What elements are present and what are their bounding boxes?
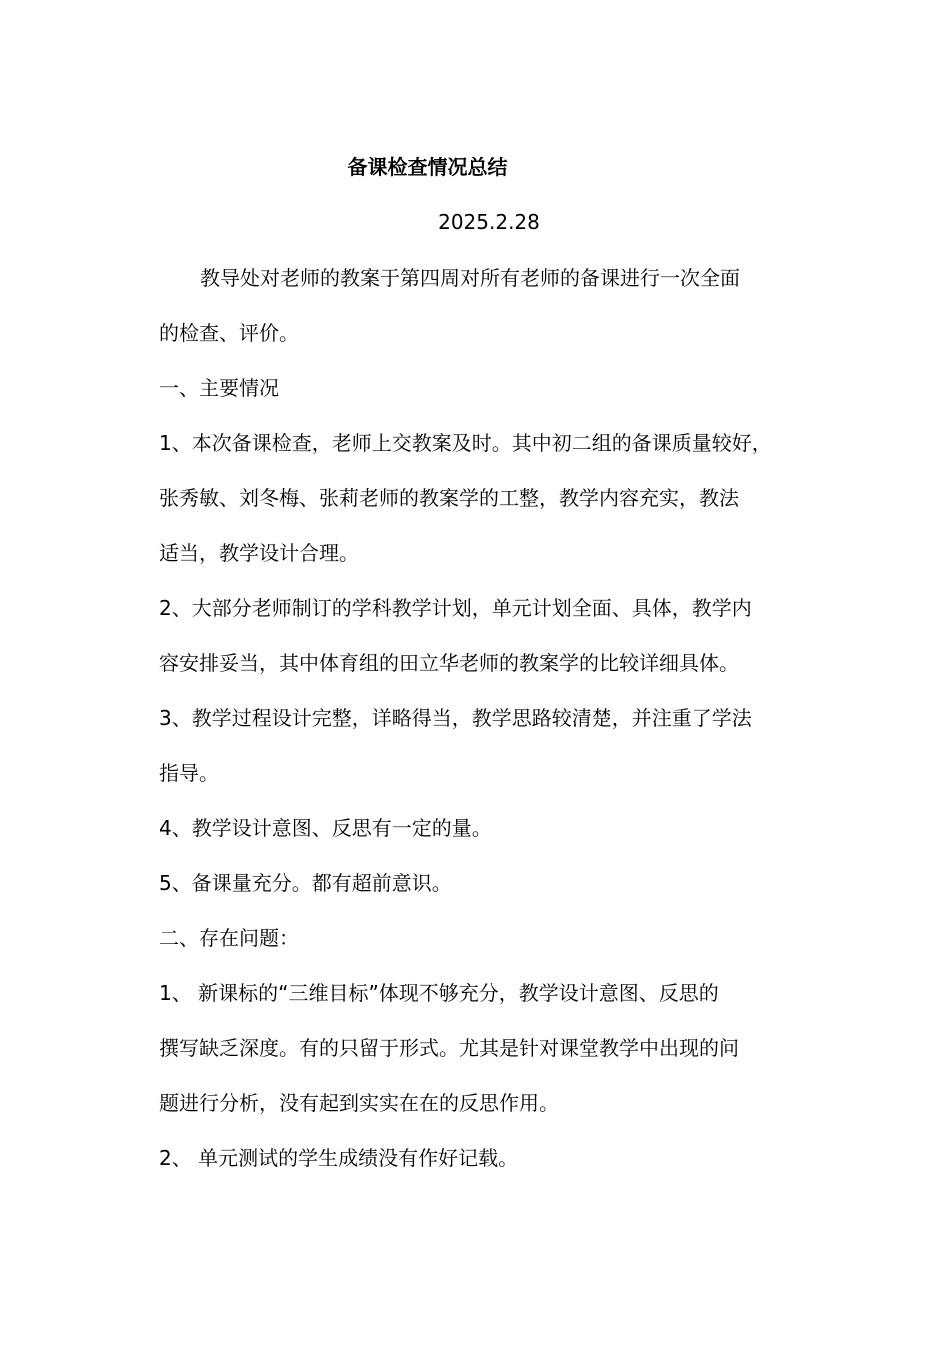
item-2-line-2: 容安排妥当，其中体育组的田立华老师的教案学的比较详细具体。	[159, 651, 739, 675]
item-3-line-2: 指导。	[159, 761, 219, 785]
paragraph-intro-line-2: 的检查、评价。	[159, 321, 299, 345]
item-1-line-3: 适当，教学设计合理。	[159, 541, 359, 565]
section-heading-problems: 二、存在问题：	[159, 926, 299, 950]
item-2-line-1: 2、大部分老师制订的学科教学计划，单元计划全面、具体，教学内	[159, 596, 752, 620]
paragraph-intro-line-1: 教导处对老师的教案于第四周对所有老师的备课进行一次全面	[200, 266, 740, 290]
document-date: 2025.2.28	[438, 210, 540, 234]
item-3-line-1: 3、教学过程设计完整，详略得当，教学思路较清楚，并注重了学法	[159, 706, 752, 730]
item-5-line: 5、备课量充分。都有超前意识。	[159, 871, 452, 895]
problem-1-line-3: 题进行分析，没有起到实实在在的反思作用。	[159, 1091, 559, 1115]
problem-2-line: 2、 单元测试的学生成绩没有作好记载。	[159, 1146, 519, 1170]
document-title: 备课检查情况总结	[347, 155, 508, 179]
problem-1-line-2: 撰写缺乏深度。有的只留于形式。尤其是针对课堂教学中出现的问	[159, 1036, 739, 1060]
problem-1-line-1: 1、 新课标的“三维目标”体现不够充分，教学设计意图、反思的	[159, 981, 719, 1005]
section-heading-main: 一、主要情况	[159, 376, 279, 400]
item-1-line-2: 张秀敏、刘冬梅、张莉老师的教案学的工整，教学内容充实，教法	[159, 486, 739, 510]
item-1-line-1: 1、本次备课检查，老师上交教案及时。其中初二组的备课质量较好，	[159, 431, 772, 455]
item-4-line: 4、教学设计意图、反思有一定的量。	[159, 816, 492, 840]
